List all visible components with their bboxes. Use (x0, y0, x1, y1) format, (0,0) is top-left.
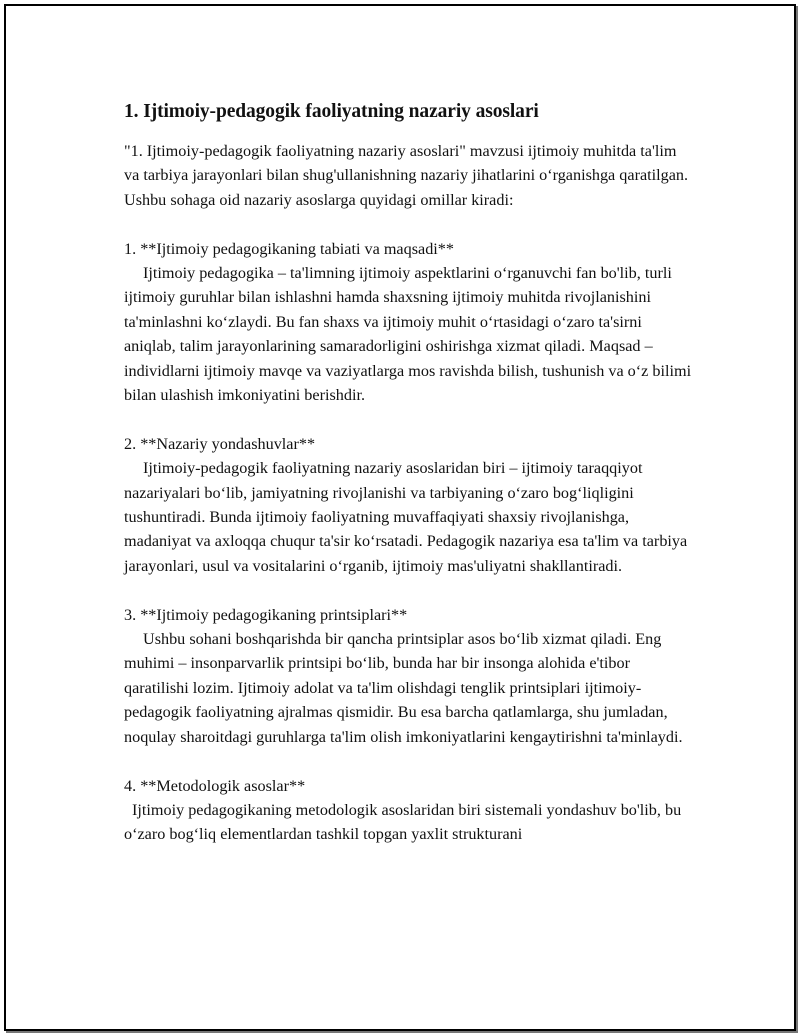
document-title: 1. Ijtimoiy-pedagogik faoliyatning nazariy asoslari (124, 101, 539, 122)
page-frame (4, 4, 796, 1031)
section-heading: 1. **Ijtimoiy pedagogikaning tabiati va maqsadi** (124, 239, 454, 258)
section-methodological-foundations (124, 774, 694, 847)
section-principles (124, 603, 694, 749)
document-content (124, 98, 694, 847)
section-body: Ijtimoiy-pedagogik faoliyatning nazariy asoslaridan biri – ijtimoiy taraqqiyot nazariyalari boʻlib, jamiyatning rivojlanishi va tarbiyaning oʻzaro bogʻliqligini tushuntiradi. Bunda ijtimoiy faoliyatning muvaffaqiyati shaxsiy rivojlanishga, madaniyat va axloqqa chuqur ta'sir koʻrsatadi. Pedagogik nazariya esa ta'lim va tarbiya jarayonlari, usul va vositalarini oʻrganib, ijtimoiy mas'uliyatni shakllantiradi. (124, 459, 688, 575)
section-nature-and-purpose (124, 237, 694, 408)
section-body: Ijtimoiy pedagogikaning metodologik asoslaridan biri sistemali yondashuv bo'lib, bu oʻzaro bogʻliq elementlardan tashkil topgan yaxlit strukturani (124, 800, 682, 844)
section-heading: 4. **Metodologik asoslar** (124, 776, 306, 795)
section-heading: 2. **Nazariy yondashuvlar** (124, 434, 316, 453)
intro-paragraph: "1. Ijtimoiy-pedagogik faoliyatning nazariy asoslari" mavzusi ijtimoiy muhitda ta'lim va tarbiya jarayonlari bilan shug'ullanishning nazariy jihatlarini oʻrganishga qaratilgan. Ushbu sohaga oid nazariy asoslarga quyidagi omillar kiradi: (124, 142, 689, 209)
section-body: Ijtimoiy pedagogika – ta'limning ijtimoiy aspektlarini oʻrganuvchi fan bo'lib, turli ijtimoiy guruhlar bilan ishlashni hamda shaxsning ijtimoiy muhitda rivojlanishini ta'minlashni koʻzlaydi. Bu fan shaxs va ijtimoiy muhit oʻrtasidagi oʻzaro ta'sirni aniqlab, talim jarayonlarining samaradorligini oshirishga xizmat qiladi. Maqsad – individlarni ijtimoiy mavqe va vaziyatlarga mos ravishda bilish, tushunish va oʻz bilimi bilan ulashish imkoniyatini berishdir. (124, 264, 692, 405)
section-body: Ushbu sohani boshqarishda bir qancha printsiplar asos boʻlib xizmat qiladi. Eng muhimi – insonparvarlik printsipi boʻlib, bunda har bir insonga alohida e'tibor qaratilishi lozim. Ijtimoiy adolat va ta'lim olishdagi tenglik printsiplari ijtimoiy-pedagogik faoliyatning ajralmas qismidir. Bu esa barcha qatlamlarga, shu jumladan, noqulay sharoitdagi guruhlarga ta'lim olish imkoniyatlarini kengaytirishni ta'minlaydi. (124, 630, 683, 746)
section-heading: 3. **Ijtimoiy pedagogikaning printsiplari** (124, 605, 408, 624)
section-theoretical-approaches (124, 432, 694, 578)
